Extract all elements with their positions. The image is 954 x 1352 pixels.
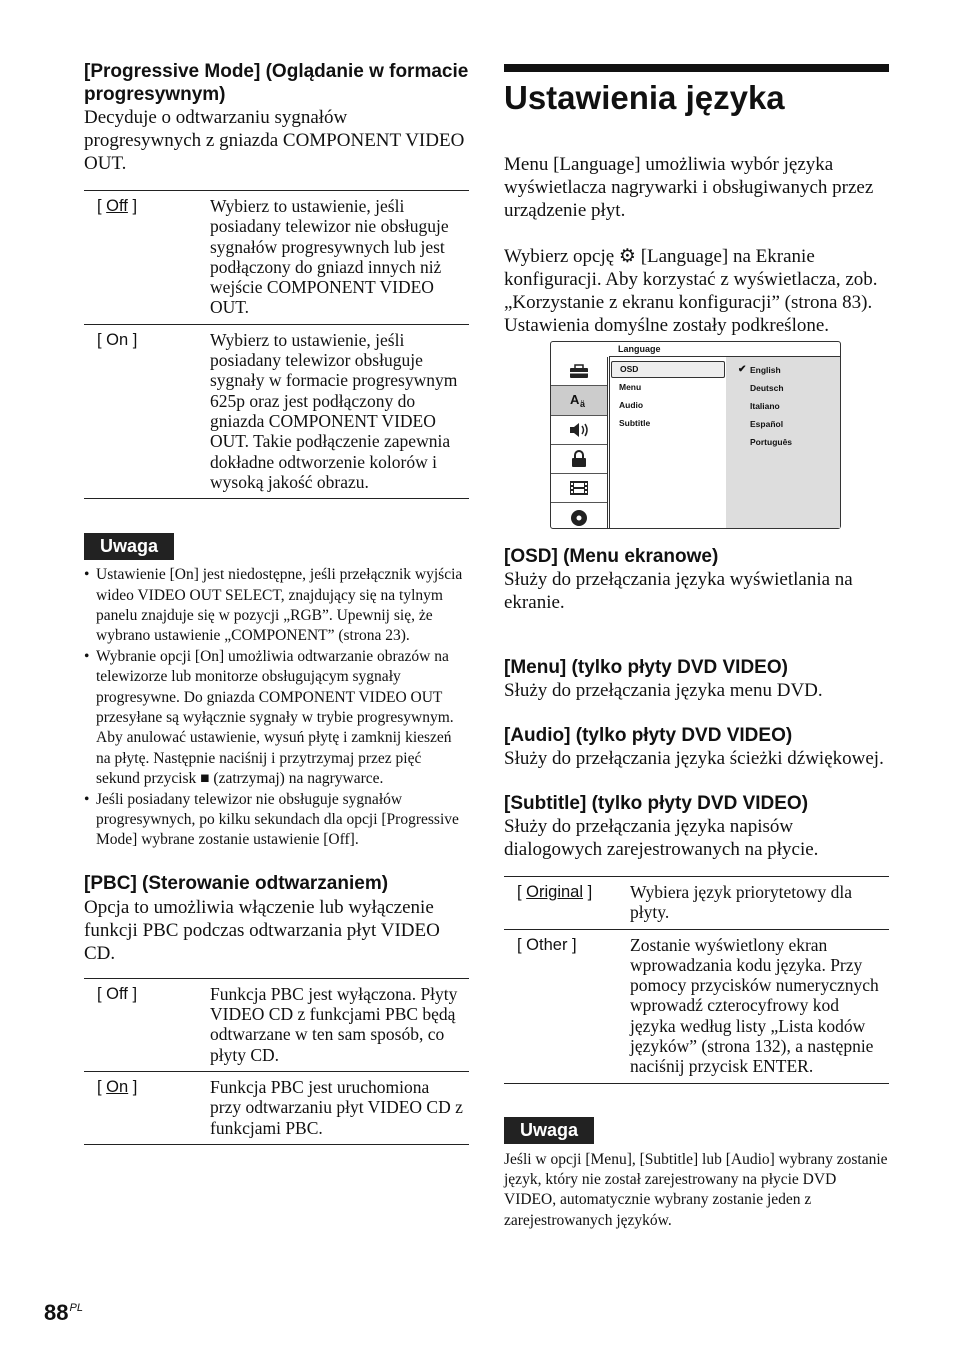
- option-key: [ On ]: [84, 1072, 210, 1145]
- page-title: Ustawienia języka: [504, 79, 785, 116]
- language-option-deutsch[interactable]: Deutsch: [750, 383, 784, 393]
- table-row: [504, 877, 889, 930]
- option-desc: Funkcja PBC jest wyłączona. Płyty VIDEO CD z funkcjami PBC będą odtwarzane w ten sam sposób, co płyty CD.: [210, 978, 469, 1071]
- table-row: [84, 978, 469, 1071]
- option-key: [ Other ]: [504, 929, 630, 1083]
- subtitle-text: Służy do przełączania języka napisów dialogowych zarejestrowanych na płycie.: [504, 816, 819, 860]
- list-item: • Ustawienie [On] jest niedostępne, jeśli przełącznik wyjścia wideo VIDEO OUT SELECT, znajdujący się na tylnym panelu znajduje się w pozycji „RGB”. Upewnij się, że wybrano ustawienie „COMPONENT” (strona 23).: [96, 565, 469, 647]
- audio-text: Służy do przełączania języka ścieżki dźwiękowej.: [504, 748, 884, 769]
- language-option-espanol[interactable]: Español: [750, 419, 784, 429]
- language-option-english[interactable]: ✔ English: [726, 361, 840, 379]
- option-desc: Wybierz to ustawienie, jeśli posiadany telewizor obsługuje sygnały w formacie progresywnym 625p oraz jest podłączony do gniazda COMPONENT VIDEO OUT. Takie podłączenie zapewnia dokładne odtworzenie kolorów i wysoką jakość obrazu.: [210, 324, 469, 498]
- settings-item-subtitle[interactable]: Subtitle: [619, 418, 651, 428]
- option-key: [ Off ]: [84, 191, 210, 325]
- option-desc: Wybierz to ustawienie, jeśli posiadany telewizor nie obsługuje sygnałów progresywnych lub jest podłączony do gniazd innych niż wejście COMPONENT VIDEO OUT.: [210, 191, 469, 325]
- screen-title: Language: [618, 344, 661, 354]
- progressive-options-table: [84, 190, 469, 499]
- toolbox-icon: [551, 357, 607, 386]
- language-setup-screen: [550, 341, 841, 529]
- right-column: [504, 64, 889, 337]
- language-option-portugues[interactable]: Português: [750, 437, 793, 447]
- option-desc: Zostanie wyświetlony ekran wprowadzania kodu języka. Przy pomocy przycisków numerycznych wprowadź czterocyfrowy kod języka według listy „Lista kodów języków” (strona 132), a następnie naciśnij przycisk ENTER.: [630, 929, 889, 1083]
- notes-list: [84, 565, 469, 851]
- option-desc: Funkcja PBC jest uruchomiona przy odtwarzaniu płyt VIDEO CD z funkcjami PBC.: [210, 1072, 469, 1145]
- speaker-icon: [551, 416, 607, 445]
- pbc-text: Opcja to umożliwia włączenie lub wyłączenie funkcji PBC podczas odtwarzania płyt VIDEO CD.: [84, 896, 440, 964]
- pbc-heading: [PBC] (Sterowanie odtwarzaniem): [84, 872, 389, 894]
- menu-heading: [Menu] (tylko płyty DVD VIDEO): [504, 657, 788, 678]
- intro-instructions: Wybierz opcję ⚙ [Language] na Ekranie konfiguracji. Aby korzystać z wyświetlacza, zob. „Korzystanie z ekranu konfiguracji” (strona 83). Ustawienia domyślne zostały podkreślone.: [504, 246, 878, 336]
- left-column: [84, 60, 469, 1145]
- settings-item-audio[interactable]: Audio: [619, 400, 644, 410]
- settings-list: [610, 357, 726, 528]
- setup-icon-column: [551, 357, 608, 528]
- language-option-italiano[interactable]: Italiano: [750, 401, 780, 411]
- progressive-mode-text: Decyduje o odtwarzaniu sygnałów progresywnych z gniazda COMPONENT VIDEO OUT.: [84, 107, 465, 174]
- right-column-lower: [504, 545, 889, 1231]
- progressive-mode-heading: [Progressive Mode] (Oglądanie w formacie progresywnym): [84, 61, 469, 105]
- osd-heading: [OSD] (Menu ekranowe): [504, 546, 719, 567]
- option-desc: Wybiera język priorytetowy dla płyty.: [630, 877, 889, 930]
- language-icon: [551, 386, 607, 415]
- settings-panel: [609, 357, 840, 528]
- table-row: [84, 324, 469, 498]
- subtitle-options-table: [504, 876, 889, 1084]
- disc-icon: [551, 503, 607, 531]
- pbc-options-table: [84, 978, 469, 1145]
- settings-item-menu[interactable]: Menu: [619, 382, 642, 392]
- list-item: • Wybranie opcji [On] umożliwia odtwarzanie obrazów na telewizorze lub monitorze obsługującym sygnały progresywne. Do gniazda COMPONENT VIDEO OUT przesyłane są wyłącznie sygnały w trybie progresywnym. Aby anulować ustawienie, wysuń płytę i zamknij kieszeń na płytę. Następnie naciśnij i przytrzymaj przez pięć sekund przycisk ■ (zatrzymaj) na nagrywarce.: [96, 647, 469, 790]
- checkmark-icon: ✔: [738, 364, 747, 375]
- table-row: [504, 929, 889, 1083]
- title-bar: [504, 64, 889, 72]
- settings-item-osd[interactable]: OSD: [611, 361, 725, 378]
- option-key: [ On ]: [84, 324, 210, 498]
- option-key: [ Off ]: [84, 978, 210, 1071]
- table-row: [84, 1072, 469, 1145]
- page-number: $88^{PL}$: [44, 1300, 83, 1325]
- svg-text:ä: ä: [580, 399, 586, 410]
- note-badge: Uwaga: [84, 533, 174, 560]
- table-row: [84, 191, 469, 325]
- audio-heading: [Audio] (tylko płyty DVD VIDEO): [504, 725, 793, 746]
- note-text: Jeśli w opcji [Menu], [Subtitle] lub [Audio] wybrany zostanie język, który nie został zarejestrowany na płycie DVD VIDEO, automatycznie wybrany zostanie jeden z zarejestrowanych języków.: [504, 1150, 888, 1229]
- osd-text: Służy do przełączania języka wyświetlania na ekranie.: [504, 569, 853, 613]
- note-badge: Uwaga: [504, 1117, 594, 1144]
- subtitle-heading: [Subtitle] (tylko płyty DVD VIDEO): [504, 793, 809, 814]
- language-options-list: [726, 357, 840, 528]
- menu-text: Służy do przełączania języka menu DVD.: [504, 680, 823, 701]
- option-key: [ Original ]: [504, 877, 630, 930]
- lock-icon: [551, 445, 607, 474]
- list-item: • Jeśli posiadany telewizor nie obsługuje sygnałów progresywnych, po kilku sekundach dla opcji [Progressive Mode] wybrane zostanie ustawienie [Off].: [96, 790, 469, 851]
- svg-text:A: A: [570, 392, 580, 408]
- intro-text: Menu [Language] umożliwia wybór języka wyświetlacza nagrywarki i obsługiwanych przez urządzenie płyt.: [504, 154, 874, 221]
- film-icon: [551, 474, 607, 503]
